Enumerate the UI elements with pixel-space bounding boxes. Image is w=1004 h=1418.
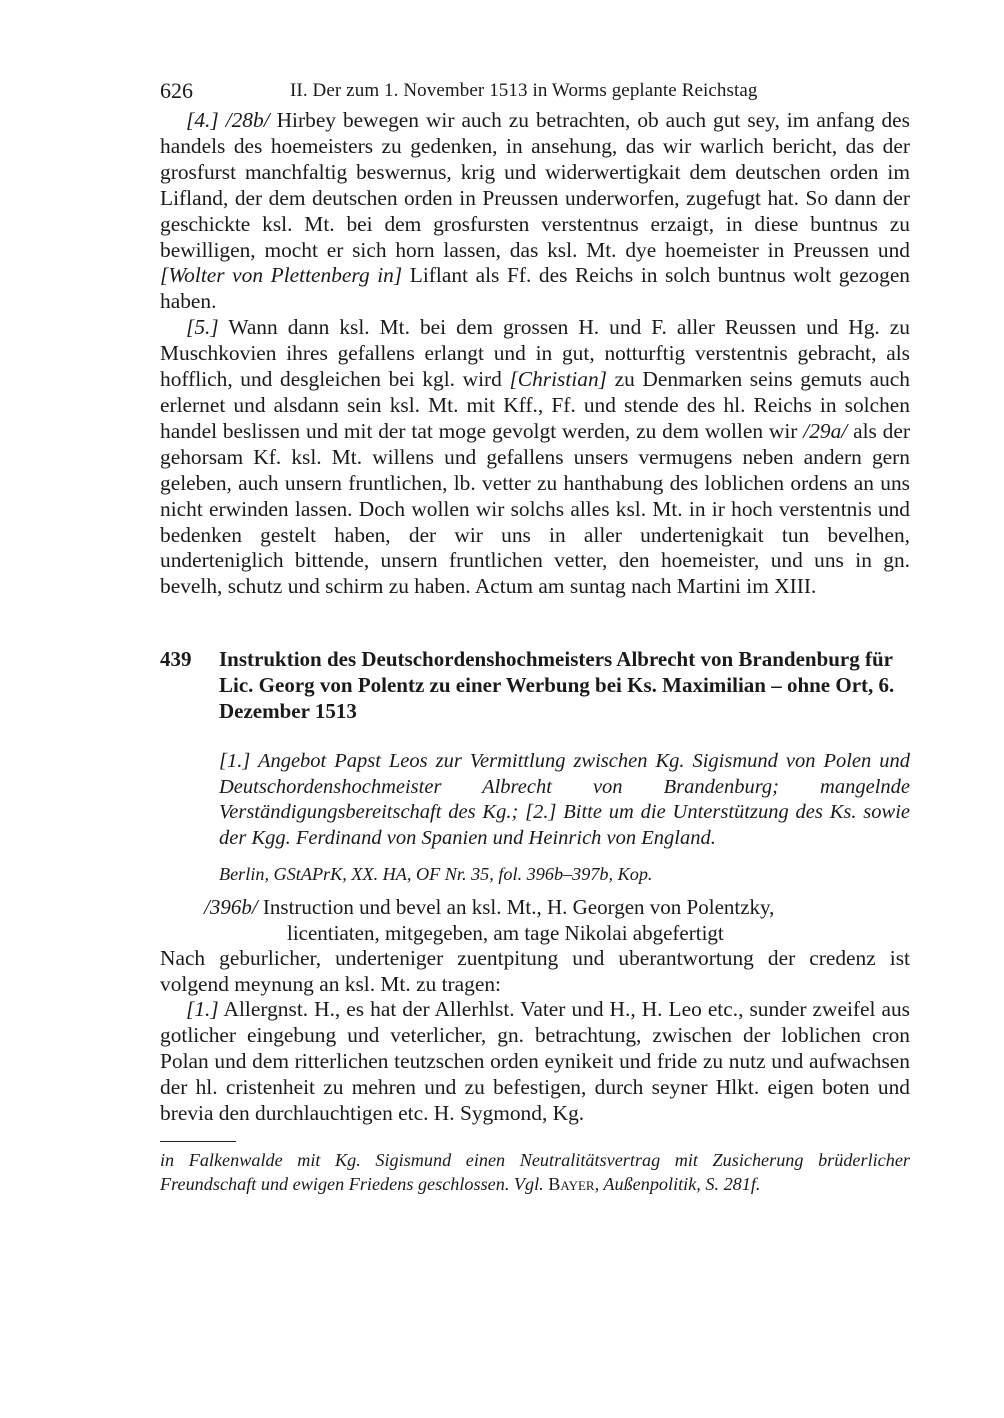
paragraph-text: Allergnst. H., es hat der Allerhlst. Vater und H., H. Leo etc., sunder zweifel aus gotlicher eingebung und veterlicher, gn. betrachtung, zwischen der loblichen cron Polan und dem ritterlichen teutzschen orden eynikeit und fride zu nutz und aufwachsen der hl. cristenheit zu mehren und zu befestigen, durch seyner Hlkt. eigen boten und brevia den durchlauchtigen etc. H. Sygmond, Kg. (160, 997, 910, 1126)
paragraph-4 (160, 108, 910, 315)
paragraph-text: als der gehorsam Kf. ksl. Mt. willens und gefallens unsers vermugens neben andern gern geleben, auch unsern fruntlichen, lb. vetter zu hanthabung des loblichen ordens an uns nicht erwinden lassen. Doch wollen wir solchs alles ksl. Mt. in ir hoch verstentnis und bedenken gestelt haben, der wir uns in aller undertenigkait tun bevelhen, underteniglich bittende, unsern fruntlichen vetter, den hoemeister, und uns in gn. bevelh, schutz und schirm zu haben. Actum am suntag nach Martini im XIII. (160, 418, 910, 599)
instruction-title-line: licentiaten, mitgegeben, am tage Nikolai abgefertigt (287, 920, 724, 945)
editorial-name: [Christian] (509, 367, 607, 392)
footnote-text: , Außenpolitik, S. 281f. (594, 1173, 761, 1194)
page-number: 626 (160, 78, 193, 103)
paragraph-5 (160, 315, 910, 600)
page (160, 78, 910, 1214)
regest: [1.] Angebot Papst Leos zur Vermittlung zwischen Kg. Sigismund von Polen und Deutschordenshochmeister Albrecht von Brandenburg; mangelnde Verständigungsbereitschaft des Kg.; [2.] Bitte um die Unterstützung des Ks. sowie der Kgg. Ferdinand von Spanien und Heinrich von England. (219, 750, 910, 849)
footnote-rule (160, 1141, 236, 1142)
footnote-author: Bayer (548, 1173, 595, 1194)
editorial-name: [Wolter von Plettenberg in] (160, 263, 403, 288)
paragraph-marker: [4.] /28b/ (186, 108, 270, 132)
running-title: II. Der zum 1. November 1513 in Worms geplante Reichstag (290, 80, 758, 101)
instruction-title-line (160, 894, 910, 920)
folio-marker: /396b/ (204, 894, 258, 919)
document-number: 439 (160, 647, 192, 672)
page-header (160, 78, 910, 108)
folio-marker: /29a/ (803, 418, 848, 443)
intro-paragraph: Nach geburlicher, underteniger zuentpitung und uberantwortung der credenz ist volgend meynung an ksl. Mt. zu tragen: (160, 945, 910, 996)
paragraph-text: Wann dann ksl. Mt. bei dem grossen H. und F. aller Reussen und Hg. zu Muschkovien ihres gefallens erlangt und in gut, notturftig verstentnis gebracht, als hofflich, und desgleichen bei kgl. wird (160, 315, 910, 392)
paragraph-text: Liflant als Ff. des Reichs in solch buntnus wolt gezogen haben. (160, 263, 911, 314)
document-title: Instruktion des Deutschordenshochmeisters Albrecht von Brandenburg für Lic. Georg von Polentz zu einer Werbung bei Ks. Maximilian – ohne Ort, 6. Dezember 1513 (219, 647, 895, 724)
footnote-text: in Falkenwalde mit Kg. Sigismund einen Neutralitätsvertrag mit Zusicherung brüderlicher Freundschaft und ewigen Friedens geschlossen. Vgl. (160, 1149, 910, 1194)
footnote (160, 1148, 910, 1196)
instruction-title (160, 894, 910, 946)
section-spacer (160, 600, 910, 646)
paragraph-marker: [5.] (186, 315, 219, 340)
source-note: Berlin, GStAPrK, XX. HA, OF Nr. 35, fol. 396b–397b, Kop. (219, 863, 653, 884)
document-heading (160, 646, 910, 724)
paragraph-text: Hirbey bewegen wir auch zu betrachten, ob auch gut sey, im anfang des handels des hoemeisters zu gedenken, in ansehung, das wir warlich bericht, das der grosfurst manchfaltig beswernus, krig und widerwertigkait dem deutschen orden im Lifland, der dem deutschen orden in Preussen underworfen, zugefugt hat. So dann der geschickte ksl. Mt. bei dem grosfursten verstentnus erzaigt, in diese buntnus zu bewilligen, mocht er sich horn lassen, das ksl. Mt. dye hoemeister in Preussen und (160, 108, 910, 262)
paragraph-text: zu Denmarken seins gemuts auch erlernet und alsdann sein ksl. Mt. mit Kff., Ff. und stende des hl. Reichs in solchen handel beslissen und mit der tat moge gevolgt werden, zu dem wollen wir (160, 367, 910, 443)
paragraph-marker: [1.] (186, 997, 219, 1022)
paragraph-1 (160, 997, 910, 1127)
instruction-title-text: Instruction und bevel an ksl. Mt., H. Georgen von Polentzky, (257, 894, 775, 919)
